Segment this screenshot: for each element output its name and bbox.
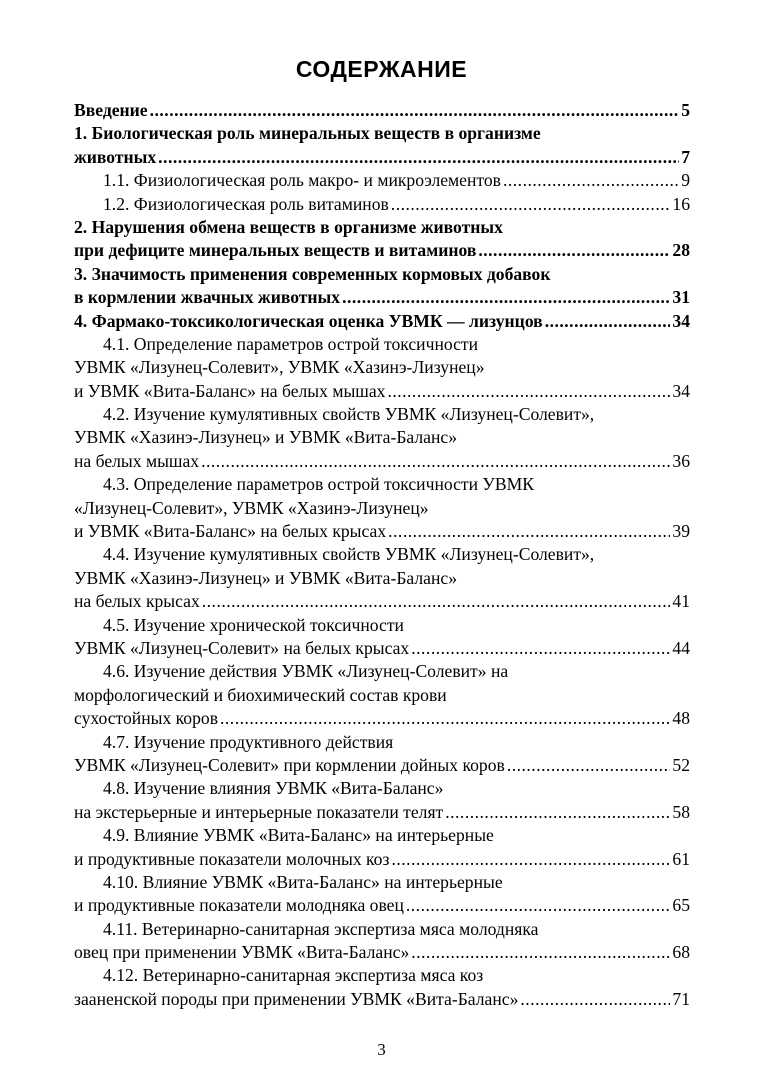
toc-entry-title: зааненской породы при применении УВМК «Вита-Баланс» bbox=[74, 988, 519, 1009]
toc-entry-title: УВМК «Лизунец-Солевит» при кормлении дойных коров bbox=[74, 754, 505, 775]
toc-entry-title: в кормлении жвачных животных bbox=[74, 287, 341, 308]
leader-dots bbox=[391, 848, 670, 871]
toc-entry-4-6-line-2: морфологический и биохимический состав крови bbox=[74, 684, 447, 705]
toc-entry-page: 5 bbox=[681, 100, 690, 120]
toc-entry-3-line-1: 3. Значимость применения современных кормовых добавок bbox=[74, 263, 551, 284]
toc-entry-1 bbox=[74, 146, 690, 169]
toc-entry-4-1 bbox=[74, 380, 690, 403]
toc-entry-4-5 bbox=[74, 637, 690, 660]
leader-dots bbox=[411, 637, 670, 660]
toc-entry-title: и УВМК «Вита-Баланс» на белых крысах bbox=[74, 521, 387, 542]
toc-entry-4-8-line-1: 4.8. Изучение влияния УВМК «Вита-Баланс» bbox=[103, 778, 444, 799]
toc-entry-title: на белых мышах bbox=[74, 450, 200, 471]
toc-entry-1-1 bbox=[74, 169, 690, 192]
toc-entry-title: УВМК «Лизунец-Солевит» на белых крысах bbox=[74, 637, 410, 658]
toc-entry-4-3-line-2: «Лизунец-Солевит», УВМК «Хазинэ-Лизунец» bbox=[74, 497, 429, 518]
toc-entry-page: 9 bbox=[681, 170, 690, 191]
leader-dots bbox=[507, 754, 671, 777]
toc-entry-page: 34 bbox=[672, 310, 690, 331]
toc-entry-4-9 bbox=[74, 848, 690, 871]
toc-entry-4-10-line-1: 4.10. Влияние УВМК «Вита-Баланс» на интерьерные bbox=[103, 871, 503, 892]
toc-entry-page: 34 bbox=[672, 380, 690, 401]
toc-entry-1-2 bbox=[74, 193, 690, 216]
leader-dots bbox=[220, 707, 670, 730]
page-title: СОДЕРЖАНИЕ bbox=[295, 56, 468, 82]
toc-entry-title: 4. Фармако-токсикологическая оценка УВМК — лизунцов bbox=[74, 310, 543, 331]
toc-entry-page: 28 bbox=[672, 240, 690, 261]
leader-dots bbox=[150, 99, 680, 122]
leader-dots bbox=[520, 988, 670, 1011]
toc-entry-1-line-1: 1. Биологическая роль минеральных веществ в организме bbox=[74, 123, 541, 144]
toc-entry-4-3 bbox=[74, 520, 690, 543]
toc-entry-page: 58 bbox=[672, 801, 690, 822]
toc-entry-4-4 bbox=[74, 590, 690, 613]
toc-entry-page: 65 bbox=[672, 895, 690, 916]
leader-dots bbox=[478, 239, 670, 262]
toc-entry-4-12 bbox=[74, 988, 690, 1011]
toc-entry-title: 1.2. Физиологическая роль витаминов bbox=[103, 193, 389, 214]
toc-entry-2-line-1: 2. Нарушения обмена веществ в организме животных bbox=[74, 216, 503, 237]
leader-dots bbox=[391, 193, 671, 216]
leader-dots bbox=[503, 169, 679, 192]
toc-entry-4-6 bbox=[74, 707, 690, 730]
toc-entry-4-11 bbox=[74, 941, 690, 964]
toc-entry-4-12-line-1: 4.12. Ветеринарно-санитарная экспертиза мяса коз bbox=[103, 965, 484, 986]
toc-entry-page: 48 bbox=[672, 708, 690, 729]
leader-dots bbox=[201, 450, 670, 473]
toc-entry-page: 41 bbox=[672, 591, 690, 612]
toc-entry-4-6-line-1: 4.6. Изучение действия УВМК «Лизунец-Солевит» на bbox=[103, 661, 509, 682]
leader-dots bbox=[545, 310, 671, 333]
toc-entry-page: 68 bbox=[672, 942, 690, 963]
toc-entry-page: 61 bbox=[672, 848, 690, 869]
toc-entry-title: на экстерьерные и интерьерные показатели телят bbox=[74, 801, 444, 822]
leader-dots bbox=[202, 590, 671, 613]
toc-entry-4-7-line-1: 4.7. Изучение продуктивного действия bbox=[103, 731, 394, 752]
table-of-contents bbox=[74, 99, 690, 1011]
toc-entry-4-2-line-1: 4.2. Изучение кумулятивных свойств УВМК «Лизунец-Солевит», bbox=[103, 404, 595, 425]
toc-entry-page: 36 bbox=[672, 450, 690, 471]
leader-dots bbox=[388, 520, 670, 543]
toc-entry-4-10 bbox=[74, 894, 690, 917]
toc-entry-page: 44 bbox=[672, 637, 690, 658]
toc-entry-4 bbox=[74, 310, 690, 333]
toc-entry-4-1-line-1: 4.1. Определение параметров острой токсичности bbox=[103, 333, 479, 354]
toc-entry-4-9-line-1: 4.9. Влияние УВМК «Вита-Баланс» на интерьерные bbox=[103, 825, 494, 846]
toc-entry-page: 39 bbox=[672, 521, 690, 542]
toc-entry-4-3-line-1: 4.3. Определение параметров острой токсичности УВМК bbox=[103, 474, 534, 495]
toc-entry-page: 52 bbox=[672, 754, 690, 775]
toc-entry-4-5-line-1: 4.5. Изучение хронической токсичности bbox=[103, 614, 404, 635]
toc-entry-4-8 bbox=[74, 801, 690, 824]
page-number: 3 bbox=[377, 1040, 386, 1059]
toc-entry-3 bbox=[74, 286, 690, 309]
leader-dots bbox=[406, 894, 671, 917]
toc-entry-4-11-line-1: 4.11. Ветеринарно-санитарная экспертиза мяса молодняка bbox=[103, 918, 539, 939]
toc-entry-title: на белых крысах bbox=[74, 591, 200, 612]
toc-entry-4-4-line-1: 4.4. Изучение кумулятивных свойств УВМК «Лизунец-Солевит», bbox=[103, 544, 595, 565]
toc-entry-4-4-line-2: УВМК «Хазинэ-Лизунец» и УВМК «Вита-Баланс» bbox=[74, 567, 458, 588]
toc-entry-4-2 bbox=[74, 450, 690, 473]
toc-entry-title: и продуктивные показатели молодняка овец bbox=[74, 895, 404, 916]
toc-entry-title: Введение bbox=[74, 100, 148, 120]
leader-dots bbox=[342, 286, 670, 309]
toc-entry-page: 71 bbox=[672, 988, 690, 1009]
leader-dots bbox=[387, 380, 670, 403]
toc-entry-2 bbox=[74, 239, 690, 262]
toc-entry-page: 16 bbox=[672, 193, 690, 214]
toc-entry-title: сухостойных коров bbox=[74, 708, 218, 729]
toc-entry-title: при дефиците минеральных веществ и витаминов bbox=[74, 240, 477, 261]
toc-entry-title: 1.1. Физиологическая роль макро- и микроэлементов bbox=[103, 170, 501, 191]
leader-dots bbox=[445, 801, 670, 824]
toc-entry-title: и УВМК «Вита-Баланс» на белых мышах bbox=[74, 380, 386, 401]
toc-entry-title: и продуктивные показатели молочных коз bbox=[74, 848, 390, 869]
toc-entry-title: овец при применении УВМК «Вита-Баланс» bbox=[74, 942, 410, 963]
toc-entry-page: 7 bbox=[681, 146, 690, 167]
leader-dots bbox=[411, 941, 670, 964]
toc-entry-title: животных bbox=[74, 146, 157, 167]
toc-entry-4-2-line-2: УВМК «Хазинэ-Лизунец» и УВМК «Вита-Баланс» bbox=[74, 427, 458, 448]
toc-entry-4-1-line-2: УВМК «Лизунец-Солевит», УВМК «Хазинэ-Лизунец» bbox=[74, 357, 485, 378]
leader-dots bbox=[158, 146, 679, 169]
toc-entry-page: 31 bbox=[672, 287, 690, 308]
toc-entry-intro bbox=[74, 99, 690, 122]
toc-entry-4-7 bbox=[74, 754, 690, 777]
